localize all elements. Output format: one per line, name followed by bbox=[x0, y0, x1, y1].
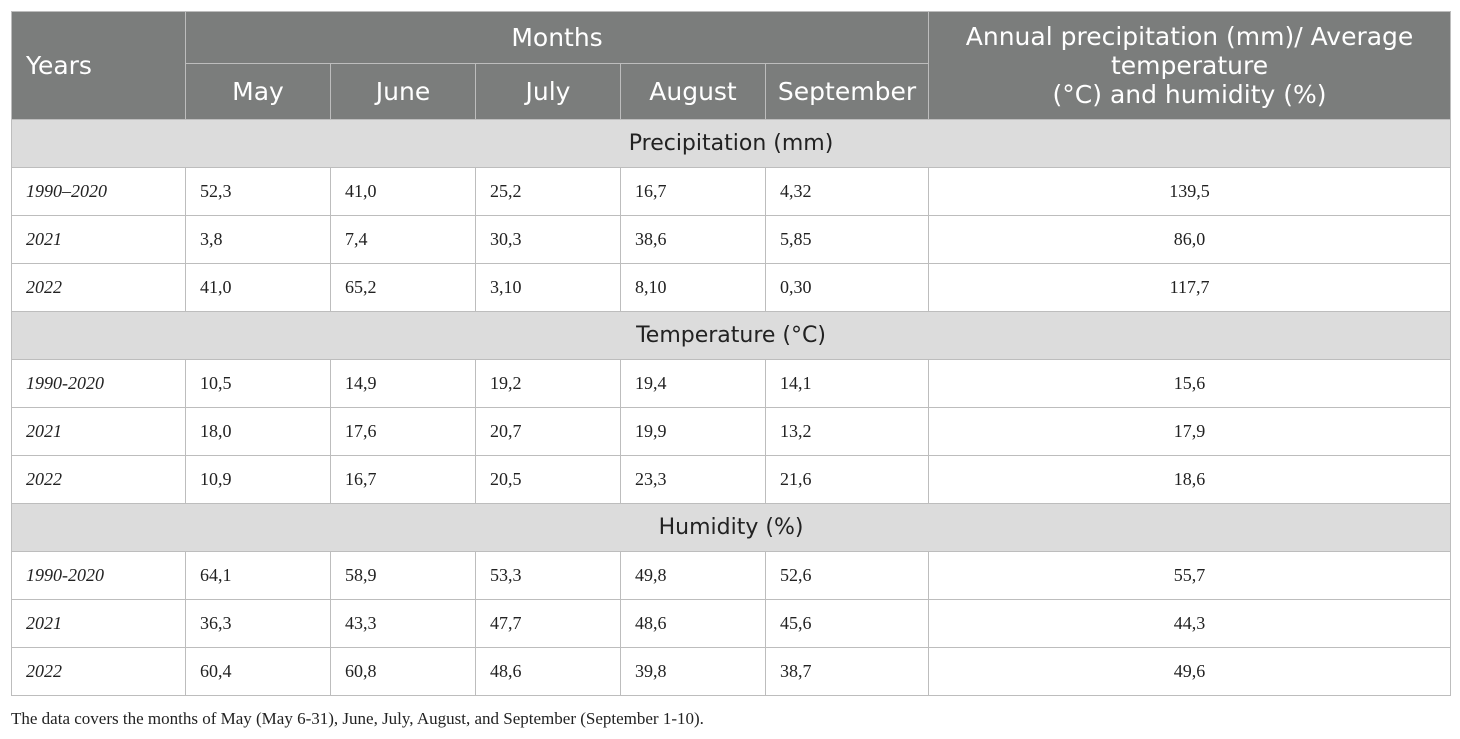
table-row bbox=[12, 168, 1451, 216]
table-body bbox=[12, 120, 1451, 696]
value-cell: 0,30 bbox=[766, 264, 929, 312]
section-title: Temperature (°C) bbox=[12, 312, 1451, 360]
value-cell: 48,6 bbox=[476, 648, 621, 696]
year-cell: 2022 bbox=[12, 456, 186, 504]
value-cell: 10,5 bbox=[186, 360, 331, 408]
section-row-precipitation bbox=[12, 120, 1451, 168]
value-cell: 39,8 bbox=[621, 648, 766, 696]
value-cell: 49,8 bbox=[621, 552, 766, 600]
annual-header-line-3: (°C) and humidity (%) bbox=[1052, 80, 1327, 109]
year-cell: 1990–2020 bbox=[12, 168, 186, 216]
value-cell: 20,5 bbox=[476, 456, 621, 504]
value-cell: 52,3 bbox=[186, 168, 331, 216]
annual-cell: 17,9 bbox=[929, 408, 1451, 456]
year-cell: 1990-2020 bbox=[12, 552, 186, 600]
table-header bbox=[12, 12, 1451, 120]
value-cell: 5,85 bbox=[766, 216, 929, 264]
value-cell: 36,3 bbox=[186, 600, 331, 648]
value-cell: 30,3 bbox=[476, 216, 621, 264]
table-row bbox=[12, 552, 1451, 600]
table-row bbox=[12, 216, 1451, 264]
value-cell: 3,10 bbox=[476, 264, 621, 312]
value-cell: 58,9 bbox=[331, 552, 476, 600]
value-cell: 65,2 bbox=[331, 264, 476, 312]
annual-cell: 117,7 bbox=[929, 264, 1451, 312]
table-row bbox=[12, 648, 1451, 696]
annual-cell: 49,6 bbox=[929, 648, 1451, 696]
value-cell: 17,6 bbox=[331, 408, 476, 456]
value-cell: 38,7 bbox=[766, 648, 929, 696]
value-cell: 47,7 bbox=[476, 600, 621, 648]
month-header-september: September bbox=[766, 64, 929, 120]
value-cell: 38,6 bbox=[621, 216, 766, 264]
section-row-temperature bbox=[12, 312, 1451, 360]
annual-cell: 139,5 bbox=[929, 168, 1451, 216]
year-cell: 2022 bbox=[12, 648, 186, 696]
table-row bbox=[12, 456, 1451, 504]
month-header-july: July bbox=[476, 64, 621, 120]
value-cell: 14,9 bbox=[331, 360, 476, 408]
table-row bbox=[12, 360, 1451, 408]
table-row bbox=[12, 264, 1451, 312]
value-cell: 13,2 bbox=[766, 408, 929, 456]
value-cell: 45,6 bbox=[766, 600, 929, 648]
value-cell: 64,1 bbox=[186, 552, 331, 600]
value-cell: 23,3 bbox=[621, 456, 766, 504]
month-header-august: August bbox=[621, 64, 766, 120]
annual-cell: 86,0 bbox=[929, 216, 1451, 264]
years-column-header: Years bbox=[12, 12, 186, 120]
value-cell: 53,3 bbox=[476, 552, 621, 600]
months-group-header: Months bbox=[186, 12, 929, 64]
value-cell: 52,6 bbox=[766, 552, 929, 600]
value-cell: 19,2 bbox=[476, 360, 621, 408]
annual-cell: 18,6 bbox=[929, 456, 1451, 504]
value-cell: 20,7 bbox=[476, 408, 621, 456]
year-cell: 2022 bbox=[12, 264, 186, 312]
annual-header-line-2: temperature bbox=[1110, 51, 1269, 80]
value-cell: 3,8 bbox=[186, 216, 331, 264]
year-cell: 2021 bbox=[12, 600, 186, 648]
year-cell: 2021 bbox=[12, 216, 186, 264]
section-row-humidity bbox=[12, 504, 1451, 552]
table-row bbox=[12, 600, 1451, 648]
value-cell: 19,9 bbox=[621, 408, 766, 456]
value-cell: 8,10 bbox=[621, 264, 766, 312]
section-title: Humidity (%) bbox=[12, 504, 1451, 552]
value-cell: 48,6 bbox=[621, 600, 766, 648]
value-cell: 41,0 bbox=[331, 168, 476, 216]
annual-cell: 55,7 bbox=[929, 552, 1451, 600]
weather-data-table bbox=[11, 11, 1451, 696]
value-cell: 18,0 bbox=[186, 408, 331, 456]
table-row bbox=[12, 408, 1451, 456]
table-footnote: The data covers the months of May (May 6-31), June, July, August, and September (September 1-10). bbox=[11, 709, 704, 728]
value-cell: 21,6 bbox=[766, 456, 929, 504]
annual-cell: 15,6 bbox=[929, 360, 1451, 408]
year-cell: 2021 bbox=[12, 408, 186, 456]
value-cell: 16,7 bbox=[331, 456, 476, 504]
annual-header-line-1: Annual precipitation (mm)/ Average bbox=[965, 22, 1414, 51]
section-title: Precipitation (mm) bbox=[12, 120, 1451, 168]
value-cell: 41,0 bbox=[186, 264, 331, 312]
value-cell: 14,1 bbox=[766, 360, 929, 408]
value-cell: 25,2 bbox=[476, 168, 621, 216]
value-cell: 7,4 bbox=[331, 216, 476, 264]
annual-column-header bbox=[929, 12, 1451, 120]
annual-cell: 44,3 bbox=[929, 600, 1451, 648]
month-header-may: May bbox=[186, 64, 331, 120]
value-cell: 60,4 bbox=[186, 648, 331, 696]
value-cell: 43,3 bbox=[331, 600, 476, 648]
value-cell: 60,8 bbox=[331, 648, 476, 696]
year-cell: 1990-2020 bbox=[12, 360, 186, 408]
value-cell: 10,9 bbox=[186, 456, 331, 504]
value-cell: 4,32 bbox=[766, 168, 929, 216]
value-cell: 19,4 bbox=[621, 360, 766, 408]
month-header-june: June bbox=[331, 64, 476, 120]
value-cell: 16,7 bbox=[621, 168, 766, 216]
